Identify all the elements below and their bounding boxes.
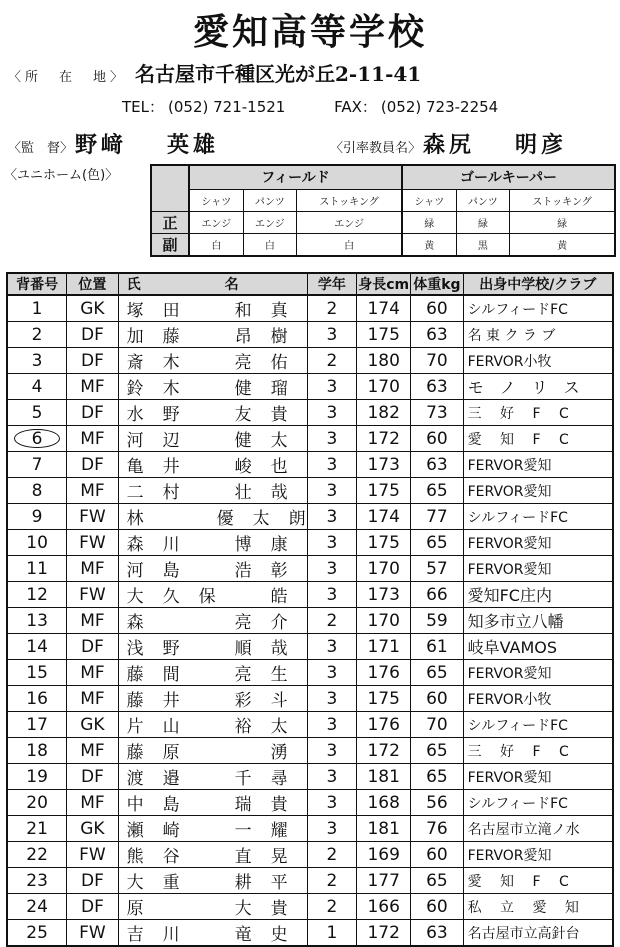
player-weight: 63: [411, 322, 463, 348]
player-weight: 56: [411, 790, 463, 816]
uniform-value: エンジ: [243, 211, 297, 233]
player-name: 水 野 友 貴: [118, 400, 307, 426]
player-name: 藤 間 亮 生: [118, 660, 307, 686]
table-row: [7, 348, 613, 374]
player-position: GK: [67, 816, 118, 842]
player-grade: 3: [307, 686, 356, 712]
player-grade: 2: [307, 868, 356, 894]
player-position: FW: [67, 504, 118, 530]
player-height: 174: [357, 295, 411, 322]
player-number: 20: [7, 790, 67, 816]
player-name: 片 山 裕 太: [118, 712, 307, 738]
player-position: FW: [67, 582, 118, 608]
player-number: 10: [7, 530, 67, 556]
header-club: 出身中学校/クラブ: [463, 273, 613, 295]
table-row: [7, 894, 613, 920]
table-row: [7, 295, 613, 322]
player-grade: 3: [307, 712, 356, 738]
player-position: GK: [67, 295, 118, 322]
player-position: MF: [67, 478, 118, 504]
uniform-label: 〈ユニホーム(色)〉: [4, 168, 119, 183]
table-row: [7, 764, 613, 790]
player-number: 22: [7, 842, 67, 868]
roster-table: [6, 272, 614, 947]
player-height: 166: [357, 894, 411, 920]
player-grade: 1: [307, 920, 356, 947]
player-club: FERVOR愛知: [463, 452, 613, 478]
player-number: 2: [7, 322, 67, 348]
table-row: [7, 634, 613, 660]
player-grade: 2: [307, 842, 356, 868]
player-grade: 3: [307, 400, 356, 426]
player-weight: 63: [411, 920, 463, 947]
table-row: [7, 530, 613, 556]
uniform-item: パンツ: [456, 189, 510, 211]
director-family-name: 野﨑: [75, 132, 128, 158]
player-weight: 65: [411, 764, 463, 790]
player-weight: 66: [411, 582, 463, 608]
player-number: 19: [7, 764, 67, 790]
table-row: [7, 426, 613, 452]
player-number: 23: [7, 868, 67, 894]
player-height: 182: [357, 400, 411, 426]
player-grade: 3: [307, 556, 356, 582]
player-club: 愛知FC庄内: [463, 582, 613, 608]
player-name: 中 島 瑞 貴: [118, 790, 307, 816]
player-club: 三 好 F C: [463, 400, 613, 426]
player-club: 三 好 F C: [463, 738, 613, 764]
player-weight: 65: [411, 868, 463, 894]
table-row: [7, 842, 613, 868]
table-row: [7, 920, 613, 947]
address-label: 〈所 在 地〉: [8, 70, 128, 85]
player-position: DF: [67, 322, 118, 348]
fax-value: (052) 723-2254: [380, 98, 499, 116]
player-club: 岐阜VAMOS: [463, 634, 613, 660]
player-position: FW: [67, 920, 118, 947]
player-grade: 2: [307, 894, 356, 920]
uniform-corner: [151, 165, 189, 211]
player-name: 林 優 太 朗: [118, 504, 307, 530]
player-name: 森 亮 介: [118, 608, 307, 634]
player-height: 170: [357, 374, 411, 400]
player-club: 名 東 ク ラ ブ: [463, 322, 613, 348]
header-position: 位置: [67, 273, 118, 295]
player-weight: 70: [411, 348, 463, 374]
player-height: 174: [357, 504, 411, 530]
table-row: [7, 738, 613, 764]
player-position: DF: [67, 894, 118, 920]
player-name: 渡 邉 千 尋: [118, 764, 307, 790]
player-height: 171: [357, 634, 411, 660]
player-number: 1: [7, 295, 67, 322]
player-club: シルフィードFC: [463, 790, 613, 816]
player-position: DF: [67, 348, 118, 374]
player-name: 二 村 壮 哉: [118, 478, 307, 504]
player-club: 愛 知 F C: [463, 868, 613, 894]
player-height: 175: [357, 686, 411, 712]
uniform-item: シャツ: [402, 189, 456, 211]
uniform-value: 黄: [510, 233, 615, 256]
uniform-value: エンジ: [189, 211, 243, 233]
player-name: 亀 井 峻 也: [118, 452, 307, 478]
table-row: [7, 322, 613, 348]
player-grade: 2: [307, 348, 356, 374]
player-height: 173: [357, 452, 411, 478]
header-height: 身長cm: [357, 273, 411, 295]
player-club: FERVOR愛知: [463, 478, 613, 504]
table-row: [7, 790, 613, 816]
player-position: MF: [67, 426, 118, 452]
player-weight: 59: [411, 608, 463, 634]
player-height: 181: [357, 816, 411, 842]
player-position: DF: [67, 634, 118, 660]
tel-label: TEL：: [122, 98, 164, 116]
player-number: 13: [7, 608, 67, 634]
player-grade: 3: [307, 790, 356, 816]
player-club: FERVOR小牧: [463, 686, 613, 712]
player-club: モ ノ リ ス: [463, 374, 613, 400]
player-club: FERVOR愛知: [463, 764, 613, 790]
player-height: 175: [357, 322, 411, 348]
uniform-table: [150, 164, 616, 257]
staff-row: [8, 128, 614, 159]
player-weight: 76: [411, 816, 463, 842]
uniform-value: 白: [189, 233, 243, 256]
table-row: [7, 660, 613, 686]
director-label: 〈監 督〉: [8, 141, 74, 156]
player-weight: 65: [411, 530, 463, 556]
player-position: FW: [67, 530, 118, 556]
table-row: [7, 868, 613, 894]
header-grade: 学年: [307, 273, 356, 295]
captain-mark: 6: [14, 429, 60, 448]
uniform-value: エンジ: [297, 211, 402, 233]
player-name: 吉 川 竜 史: [118, 920, 307, 947]
player-height: 168: [357, 790, 411, 816]
player-name: 河 島 浩 彰: [118, 556, 307, 582]
player-club: FERVOR愛知: [463, 530, 613, 556]
player-name: 熊 谷 直 晃: [118, 842, 307, 868]
player-weight: 73: [411, 400, 463, 426]
player-number: 21: [7, 816, 67, 842]
player-number: 7: [7, 452, 67, 478]
player-weight: 65: [411, 478, 463, 504]
header-weight: 体重kg: [411, 273, 463, 295]
player-grade: 3: [307, 764, 356, 790]
player-grade: 3: [307, 374, 356, 400]
player-name: 森 川 博 康: [118, 530, 307, 556]
uniform-value: 緑: [402, 211, 456, 233]
player-position: DF: [67, 400, 118, 426]
player-grade: 3: [307, 634, 356, 660]
address-row: [8, 58, 421, 87]
player-position: DF: [67, 764, 118, 790]
table-row: [7, 712, 613, 738]
uniform-value: 黒: [456, 233, 510, 256]
player-name: 河 辺 健 太: [118, 426, 307, 452]
table-row: [7, 556, 613, 582]
player-grade: 3: [307, 478, 356, 504]
uniform-item: ストッキング: [510, 189, 615, 211]
player-number: 11: [7, 556, 67, 582]
player-number: [7, 426, 67, 452]
player-height: 180: [357, 348, 411, 374]
player-height: 175: [357, 478, 411, 504]
player-grade: 3: [307, 504, 356, 530]
player-position: DF: [67, 868, 118, 894]
contact-row: [122, 96, 502, 117]
player-number: 16: [7, 686, 67, 712]
player-height: 170: [357, 608, 411, 634]
player-club: 知多市立八幡: [463, 608, 613, 634]
coach-given-name: 明彦: [515, 132, 568, 158]
player-weight: 65: [411, 738, 463, 764]
player-club: シルフィードFC: [463, 504, 613, 530]
player-grade: 2: [307, 295, 356, 322]
player-height: 169: [357, 842, 411, 868]
player-name: 藤 原 湧: [118, 738, 307, 764]
player-weight: 63: [411, 452, 463, 478]
player-number: 8: [7, 478, 67, 504]
player-weight: 57: [411, 556, 463, 582]
player-grade: 2: [307, 608, 356, 634]
player-club: FERVOR愛知: [463, 842, 613, 868]
player-weight: 77: [411, 504, 463, 530]
player-grade: 3: [307, 582, 356, 608]
player-club: FERVOR愛知: [463, 660, 613, 686]
player-name: 大 久 保 皓: [118, 582, 307, 608]
player-height: 177: [357, 868, 411, 894]
table-row: [7, 686, 613, 712]
uniform-value: 黄: [402, 233, 456, 256]
uniform-value: 白: [243, 233, 297, 256]
player-number: 4: [7, 374, 67, 400]
player-club: 名古屋市立高針台: [463, 920, 613, 947]
player-height: 181: [357, 764, 411, 790]
player-name: 浅 野 順 哉: [118, 634, 307, 660]
fax-label: FAX：: [334, 98, 377, 116]
player-height: 172: [357, 920, 411, 947]
player-position: FW: [67, 842, 118, 868]
player-weight: 60: [411, 426, 463, 452]
player-position: MF: [67, 374, 118, 400]
player-club: FERVOR愛知: [463, 556, 613, 582]
uniform-row-label: 副: [151, 233, 189, 256]
player-height: 170: [357, 556, 411, 582]
uniform-value: 緑: [456, 211, 510, 233]
player-position: MF: [67, 660, 118, 686]
player-position: GK: [67, 712, 118, 738]
director-given-name: 英雄: [167, 132, 220, 158]
player-club: 名古屋市立滝ノ水: [463, 816, 613, 842]
player-name: 瀬 崎 一 耀: [118, 816, 307, 842]
player-name: 加 藤 昂 樹: [118, 322, 307, 348]
coach-family-name: 森尻: [423, 132, 476, 158]
player-weight: 60: [411, 842, 463, 868]
player-number: 25: [7, 920, 67, 947]
player-grade: 3: [307, 530, 356, 556]
player-grade: 3: [307, 452, 356, 478]
player-height: 176: [357, 712, 411, 738]
player-height: 173: [357, 582, 411, 608]
uniform-item: ストッキング: [297, 189, 402, 211]
player-weight: 65: [411, 660, 463, 686]
player-number: 12: [7, 582, 67, 608]
player-club: シルフィードFC: [463, 712, 613, 738]
player-position: MF: [67, 738, 118, 764]
player-club: 私 立 愛 知: [463, 894, 613, 920]
player-number: 9: [7, 504, 67, 530]
player-name: 大 重 耕 平: [118, 868, 307, 894]
player-height: 176: [357, 660, 411, 686]
coach-block: [330, 128, 567, 159]
player-weight: 60: [411, 894, 463, 920]
uniform-row-label: 正: [151, 211, 189, 233]
table-row: [7, 400, 613, 426]
player-grade: 3: [307, 816, 356, 842]
player-number: 14: [7, 634, 67, 660]
table-row: [7, 608, 613, 634]
player-position: MF: [67, 790, 118, 816]
school-title: 愛知高等学校: [192, 11, 427, 53]
player-height: 175: [357, 530, 411, 556]
player-number: 15: [7, 660, 67, 686]
player-weight: 60: [411, 295, 463, 322]
roster-header-row: [7, 273, 613, 295]
player-position: MF: [67, 686, 118, 712]
player-weight: 70: [411, 712, 463, 738]
uniform-value: 白: [297, 233, 402, 256]
table-row: [7, 816, 613, 842]
player-number: 18: [7, 738, 67, 764]
player-grade: 3: [307, 322, 356, 348]
table-row: [7, 452, 613, 478]
tel-value: (052) 721-1521: [168, 98, 286, 116]
header-number: 背番号: [7, 273, 67, 295]
uniform-value: 緑: [510, 211, 615, 233]
uniform-item: シャツ: [189, 189, 243, 211]
player-grade: 3: [307, 426, 356, 452]
table-row: [7, 478, 613, 504]
player-name: 斎 木 亮 佑: [118, 348, 307, 374]
table-row: [7, 582, 613, 608]
player-grade: 3: [307, 660, 356, 686]
header-name: 氏 名: [118, 273, 307, 295]
player-club: 愛 知 F C: [463, 426, 613, 452]
uniform-group-keeper: ゴールキーパー: [402, 165, 615, 189]
player-weight: 60: [411, 686, 463, 712]
player-name: 塚 田 和 真: [118, 295, 307, 322]
table-row: [7, 374, 613, 400]
player-club: シルフィードFC: [463, 295, 613, 322]
player-weight: 63: [411, 374, 463, 400]
roster-body: [7, 295, 613, 946]
player-height: 172: [357, 426, 411, 452]
player-position: DF: [67, 452, 118, 478]
player-height: 172: [357, 738, 411, 764]
player-weight: 61: [411, 634, 463, 660]
player-number: 3: [7, 348, 67, 374]
player-grade: 3: [307, 738, 356, 764]
coach-label: 〈引率教員名〉: [330, 141, 422, 156]
player-number: 5: [7, 400, 67, 426]
player-position: MF: [67, 556, 118, 582]
player-number: 24: [7, 894, 67, 920]
player-club: FERVOR小牧: [463, 348, 613, 374]
player-name: 原 大 貴: [118, 894, 307, 920]
player-name: 藤 井 彩 斗: [118, 686, 307, 712]
player-name: 鈴 木 健 瑠: [118, 374, 307, 400]
address-value: 名古屋市千種区光が丘2-11-41: [135, 62, 422, 86]
uniform-group-field: フィールド: [189, 165, 402, 189]
table-row: [7, 504, 613, 530]
player-position: MF: [67, 608, 118, 634]
player-number: 17: [7, 712, 67, 738]
uniform-item: パンツ: [243, 189, 297, 211]
